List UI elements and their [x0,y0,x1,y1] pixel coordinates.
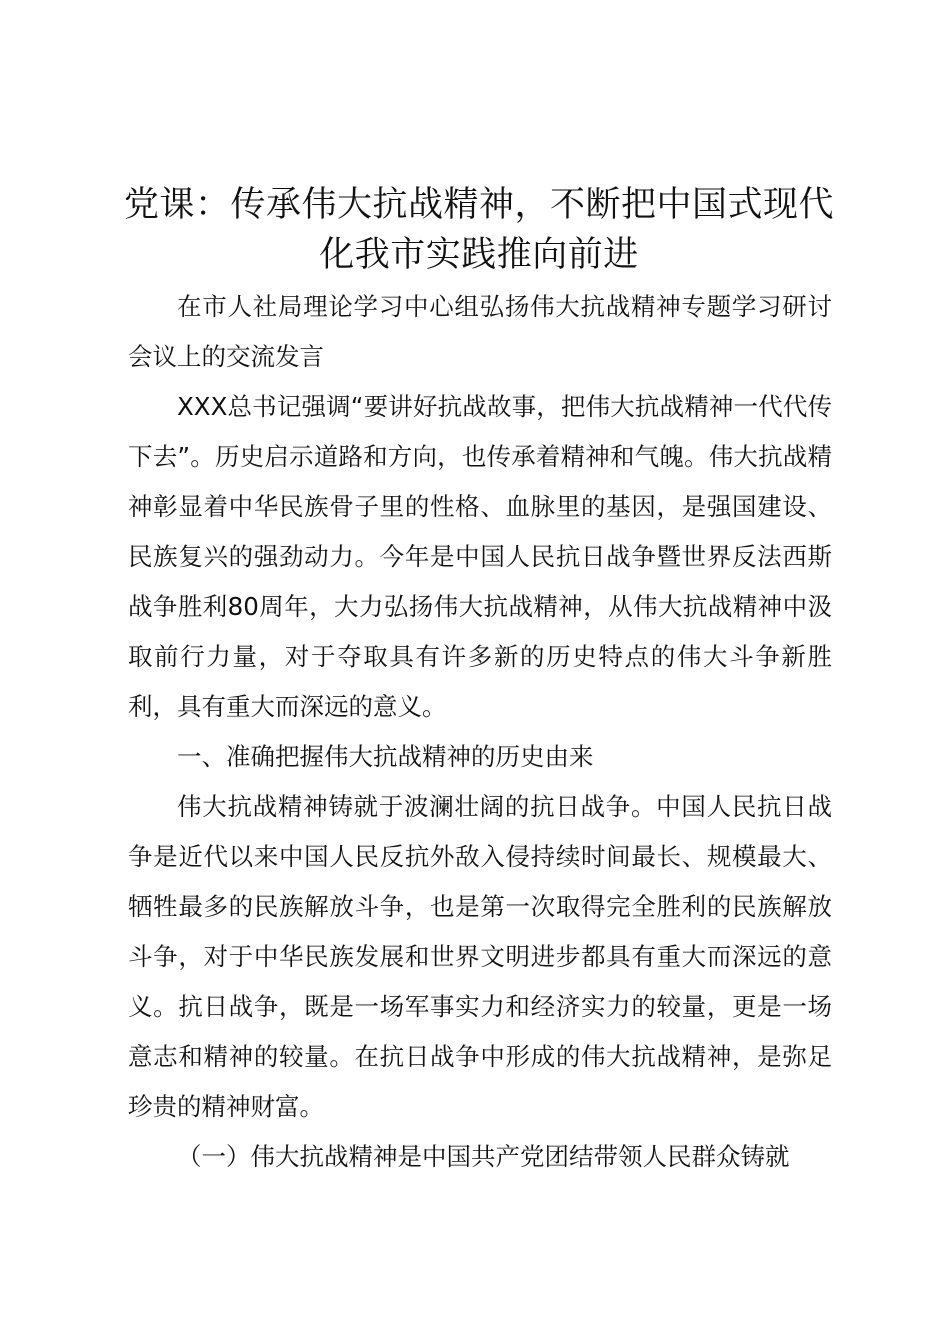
document-subtitle: 在市人社局理论学习中心组弘扬伟大抗战精神专题学习研讨会议上的交流发言 [128,292,832,371]
body-paragraph: 伟大抗战精神铸就于波澜壮阔的抗日战争。中国人民抗日战争是近代以来中国人民反抗外敌入侵持续时间最长、规模最大、牺牲最多的民族解放斗争，也是第一次取得完全胜利的民族解放斗争，对于中华民族发展和世界文明进步都具有重大而深远的意义。抗日战争，既是一场军事实力和经济实力的较量，更是一场意志和精神的较量。在抗日战争中形成的伟大抗战精神，是弥足珍贵的精神财富。 [128,792,832,1121]
section-heading: 一、准确把握伟大抗战精神的历史由来 [177,742,594,771]
document-title: 党课：传承伟大抗战精神，不断把中国式现代化我市实践推向前进 [123,185,834,275]
subsection-heading: （一）伟大抗战精神是中国共产党团结带领人民群众铸就 [177,1142,790,1171]
body-paragraph: XXX总书记强调“要讲好抗战故事，把伟大抗战精神一代代传下去”。历史启示道路和方向，也传承着精神和气魄。伟大抗战精神彰显着中华民族骨子里的性格、血脉里的基因，是强国建设、民族复兴的强劲动力。今年是中国人民抗日战争暨世界反法西斯战争胜利80周年，大力弘扬伟大抗战精神，从伟大抗战精神中汲取前行力量，对于夺取具有许多新的历史特点的伟大斗争新胜利，具有重大而深远的意义。 [128,392,832,721]
